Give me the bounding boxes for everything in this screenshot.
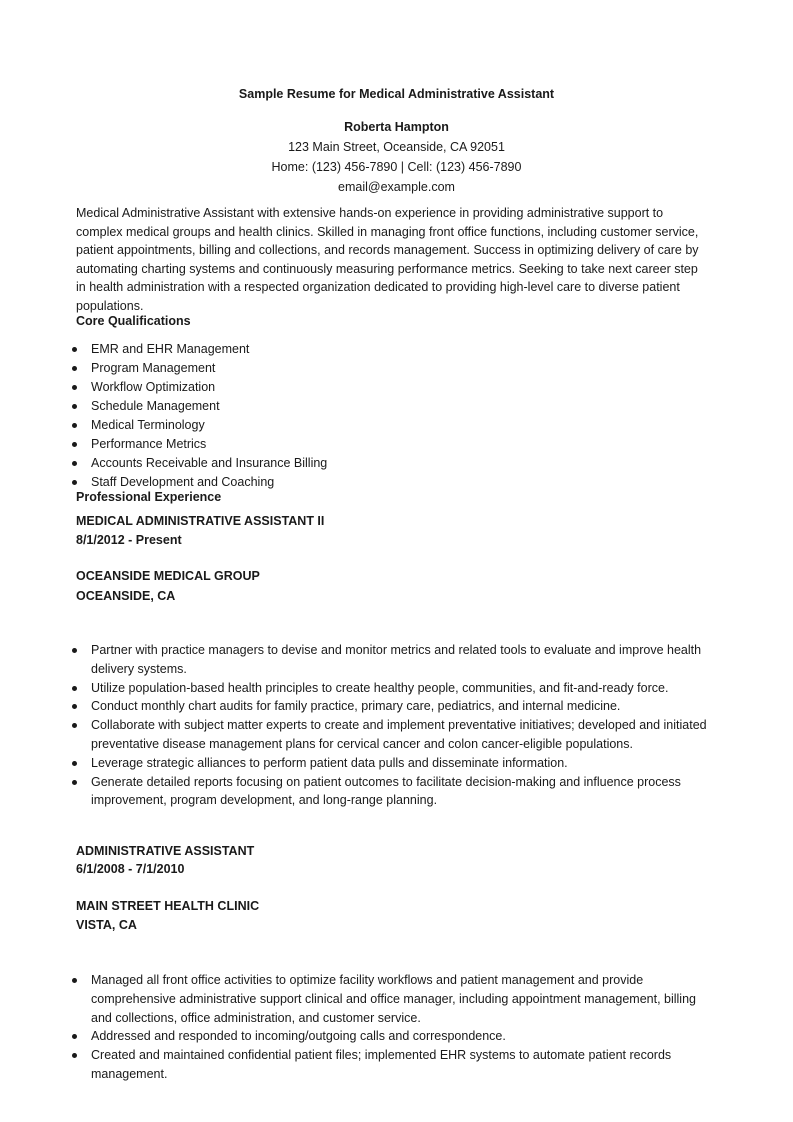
bullet-icon bbox=[72, 480, 77, 485]
list-item: Collaborate with subject matter experts to create and implement preventative initiatives; developed and initiated preventative disease management plans for cervical cancer and colon cancer-eligible populations. bbox=[70, 716, 720, 754]
job-dates: 6/1/2008 - 7/1/2010 bbox=[76, 862, 185, 876]
list-item: Performance Metrics bbox=[70, 435, 720, 454]
list-item: Medical Terminology bbox=[70, 416, 720, 435]
list-item: Partner with practice managers to devise and monitor metrics and related tools to evaluate and improve health delivery systems. bbox=[70, 641, 720, 679]
list-item: Program Management bbox=[70, 359, 720, 378]
bullet-icon bbox=[72, 978, 77, 983]
bullet-icon bbox=[72, 704, 77, 709]
list-item: Conduct monthly chart audits for family practice, primary care, pediatrics, and internal medicine. bbox=[70, 697, 720, 716]
phone-numbers: Home: (123) 456-7890 | Cell: (123) 456-7890 bbox=[271, 160, 522, 174]
bullet-icon bbox=[72, 1053, 77, 1058]
list-item: Leverage strategic alliances to perform patient data pulls and disseminate information. bbox=[70, 754, 720, 773]
job-responsibilities-list bbox=[70, 971, 720, 1084]
bullet-icon bbox=[72, 1034, 77, 1039]
list-item: Accounts Receivable and Insurance Billing bbox=[70, 454, 720, 473]
job-title: ADMINISTRATIVE ASSISTANT bbox=[76, 844, 255, 858]
list-item: EMR and EHR Management bbox=[70, 340, 720, 359]
list-item: Generate detailed reports focusing on patient outcomes to facilitate decision-making and influence process improvement, program development, and long-range planning. bbox=[70, 773, 720, 811]
bullet-icon bbox=[72, 461, 77, 466]
candidate-name: Roberta Hampton bbox=[344, 120, 449, 134]
employer-location: OCEANSIDE, CA bbox=[76, 589, 176, 603]
list-item: Utilize population-based health principles to create healthy people, communities, and fit-and-ready force. bbox=[70, 679, 720, 698]
bullet-icon bbox=[72, 404, 77, 409]
qualifications-list bbox=[70, 340, 720, 492]
professional-experience-heading: Professional Experience bbox=[76, 490, 222, 504]
job-responsibilities-list bbox=[70, 641, 720, 810]
core-qualifications-heading: Core Qualifications bbox=[76, 314, 191, 328]
list-item: Workflow Optimization bbox=[70, 378, 720, 397]
job-title: MEDICAL ADMINISTRATIVE ASSISTANT II bbox=[76, 514, 325, 528]
bullet-icon bbox=[72, 648, 77, 653]
address: 123 Main Street, Oceanside, CA 92051 bbox=[288, 140, 505, 154]
job-dates: 8/1/2012 - Present bbox=[76, 533, 182, 547]
list-item: Addressed and responded to incoming/outgoing calls and correspondence. bbox=[70, 1027, 720, 1046]
employer-name: MAIN STREET HEALTH CLINIC bbox=[76, 899, 260, 913]
bullet-icon bbox=[72, 780, 77, 785]
bullet-icon bbox=[72, 761, 77, 766]
email: email@example.com bbox=[338, 180, 455, 194]
bullet-icon bbox=[72, 347, 77, 352]
document-title: Sample Resume for Medical Administrative Assistant bbox=[238, 87, 555, 101]
bullet-icon bbox=[72, 423, 77, 428]
bullet-icon bbox=[72, 723, 77, 728]
bullet-icon bbox=[72, 385, 77, 390]
bullet-icon bbox=[72, 686, 77, 691]
contact-block bbox=[0, 117, 793, 197]
summary-paragraph: Medical Administrative Assistant with extensive hands-on experience in providing administrative support to complex medical groups and health clinics. Skilled in managing front office functions, including customer service, patient appointments, billing and collections, and records management. Success in optimizing delivery of care by automating charting systems and continuously measuring performance metrics. Seeking to take next career step in health administration with a respected organization dedicated to providing high-level care to diverse patient populations. bbox=[76, 206, 699, 313]
list-item: Schedule Management bbox=[70, 397, 720, 416]
list-item: Created and maintained confidential patient files; implemented EHR systems to automate patient records management. bbox=[70, 1046, 720, 1084]
bullet-icon bbox=[72, 366, 77, 371]
employer-name: OCEANSIDE MEDICAL GROUP bbox=[76, 569, 260, 583]
list-item: Staff Development and Coaching bbox=[70, 473, 720, 492]
list-item: Managed all front office activities to optimize facility workflows and patient management and provide comprehensive administrative support clinical and office manager, including appointment management, billing and collections, office administration, and customer service. bbox=[70, 971, 720, 1027]
bullet-icon bbox=[72, 442, 77, 447]
employer-location: VISTA, CA bbox=[76, 918, 137, 932]
